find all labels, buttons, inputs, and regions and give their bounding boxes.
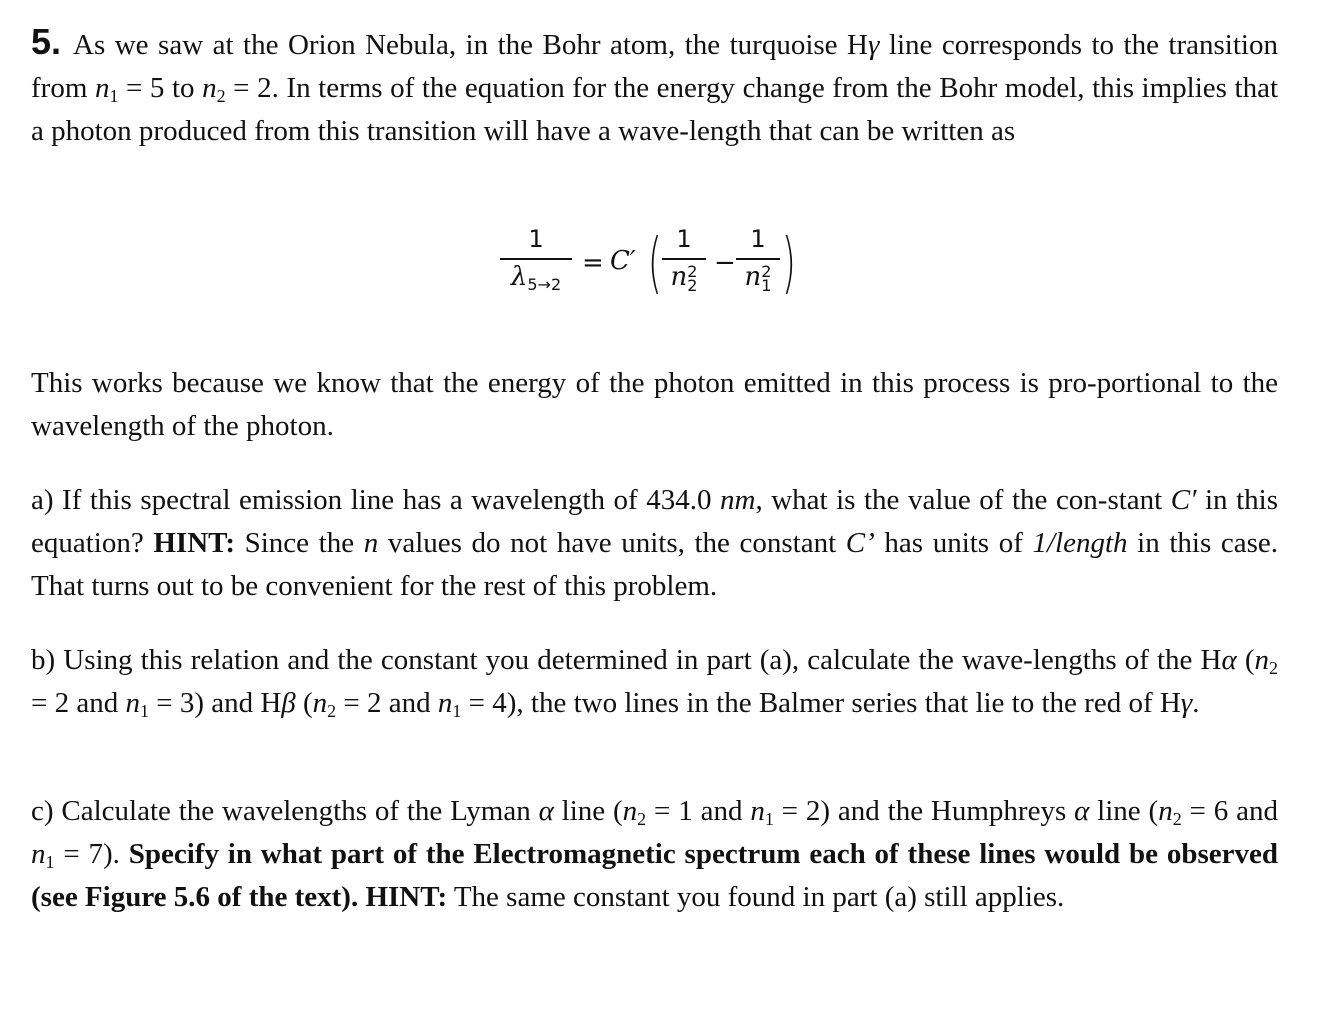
part-c: c) Calculate the wavelengths of the Lyman α line ($n_2 = 1$ and $n_1 = 2$) and the Humphreys α line ($n_2 = 6$ and $n_1 = 7$). Specify in what part of the Electromagnetic spectrum each of these lines would be observed (see Figure 5.6 of the text). HINT: The same constant you found in part (a) still applies. xyxy=(31,795,1279,913)
term1-fraction: 1 n 2 2 xyxy=(662,224,706,293)
constant-c-prime: C′ xyxy=(610,246,636,276)
term2-fraction: 1 n 2 1 xyxy=(736,224,780,293)
left-paren: ( xyxy=(647,224,662,301)
part-b: b) Using this relation and the constant you determined in part (a), calculate the wave-lengths of the Hα ($n_2 = 2$ and $n_1 = 3$) and Hβ ($n_2 = 2$ and $n_1 = 4$), the two lines in the Balmer series that lie to the red of Hγ. xyxy=(31,644,1278,722)
part-a: a) If this spectral emission line has a wavelength of 434.0 nm, what is the value of the con-stant C′ in this equation? HINT: Since the n values do not have units, the constant C’ has units of 1/length in this case. That turns out to be convenient for the rest of this problem. xyxy=(31,484,1279,602)
right-paren: ) xyxy=(781,224,796,301)
bohr-equation xyxy=(500,222,810,314)
problem-intro: 5. As we saw at the Orion Nebula, in the Bohr atom, the turquoise Hγ line corresponds to the transition from $n_1 = 5$ to $n_2 = 2$. In terms of the equation for the energy change from the Bohr model, this implies that a photon produced from this transition will have a wave-length that can be written as xyxy=(31,21,1278,147)
equals-sign: = xyxy=(582,248,604,278)
minus-sign: − xyxy=(714,248,736,278)
problem-number: 5. xyxy=(31,21,62,62)
explanation-text: This works because we know that the energy of the photon emitted in this process is pro-portional to the wavelength of the photon. xyxy=(31,367,1278,442)
lhs-fraction: 1 $\lambda_{5\to 2}$ xyxy=(500,224,572,299)
